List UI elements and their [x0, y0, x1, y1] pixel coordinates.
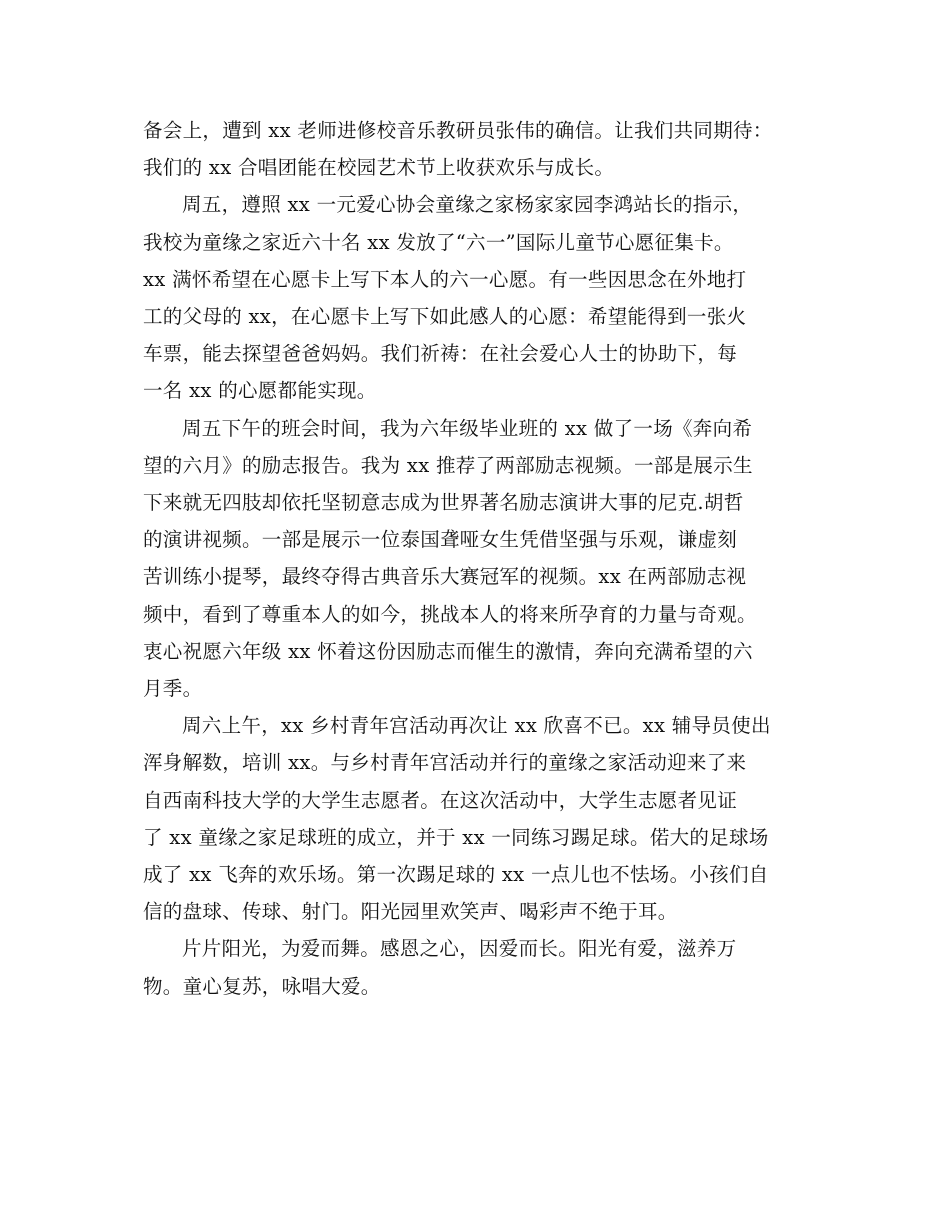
paragraph [143, 707, 815, 930]
paragraph [143, 186, 815, 409]
text-line: 车票，能去探望爸爸妈妈。我们祈祷：在社会爱心人士的协助下，每 [143, 342, 738, 366]
text-line: 周六上午，xx 乡村青年宫活动再次让 xx 欣喜不已。xx 辅导员使出 [182, 714, 771, 738]
text-line: 一名 xx 的心愿都能实现。 [143, 379, 377, 403]
text-line: 的演讲视频。一部是展示一位泰国聋哑女生凭借坚强与乐观，谦虚刻 [143, 528, 738, 552]
text-line: 自西南科技大学的大学生志愿者。在这次活动中，大学生志愿者见证 [143, 788, 738, 812]
text-line: xx 满怀希望在心愿卡上写下本人的六一心愿。有一些因思念在外地打 [143, 267, 747, 291]
text-line: 工的父母的 xx，在心愿卡上写下如此感人的心愿：希望能得到一张火 [143, 305, 747, 329]
text-line: 我校为童缘之家近六十名 xx 发放了“六一”国际儿童节心愿征集卡。 [143, 230, 734, 254]
text-line: 信的盘球、传球、射门。阳光园里欢笑声、喝彩声不绝于耳。 [143, 900, 678, 924]
text-line: 衷心祝愿六年级 xx 怀着这份因励志而催生的激情，奔向充满希望的六 [143, 639, 753, 663]
text-line: 频中，看到了尊重本人的如今，挑战本人的将来所孕育的力量与奇观。 [143, 602, 757, 626]
text-line: 浑身解数，培训 xx。与乡村青年宫活动并行的童缘之家活动迎来了来 [143, 751, 747, 775]
text-line: 我们的 xx 合唱团能在校园艺术节上收获欢乐与成长。 [143, 156, 615, 180]
text-line: 周五下午的班会时间，我为六年级毕业班的 xx 做了一场《奔向希 [182, 416, 753, 440]
paragraph [143, 930, 815, 1004]
paragraph [143, 112, 815, 186]
text-line: 苦训练小提琴，最终夺得古典音乐大赛冠军的视频。xx 在两部励志视 [143, 565, 747, 589]
text-line: 物。童心复苏，咏唱大爱。 [143, 974, 381, 998]
text-line: 月季。 [143, 677, 203, 701]
document-body [143, 112, 815, 1005]
paragraph [143, 410, 815, 708]
text-line: 了 xx 童缘之家足球班的成立，并于 xx 一同练习踢足球。偌大的足球场 [143, 825, 769, 849]
text-line: 成了 xx 飞奔的欢乐场。第一次踢足球的 xx 一点儿也不怯场。小孩们自 [143, 863, 769, 887]
text-line: 片片阳光，为爱而舞。感恩之心，因爱而长。阳光有爱，滋养万 [182, 937, 737, 961]
text-line: 周五，遵照 xx 一元爱心协会童缘之家杨家家园李鸿站长的指示， [182, 193, 753, 217]
text-line: 下来就无四肢却依托坚韧意志成为世界著名励志演讲大事的尼克.胡哲 [143, 491, 744, 515]
text-line: 备会上，遭到 xx 老师进修校音乐教研员张伟的确信。让我们共同期待： [143, 119, 773, 142]
text-line: 望的六月》的励志报告。我为 xx 推荐了两部励志视频。一部是展示生 [143, 453, 753, 477]
